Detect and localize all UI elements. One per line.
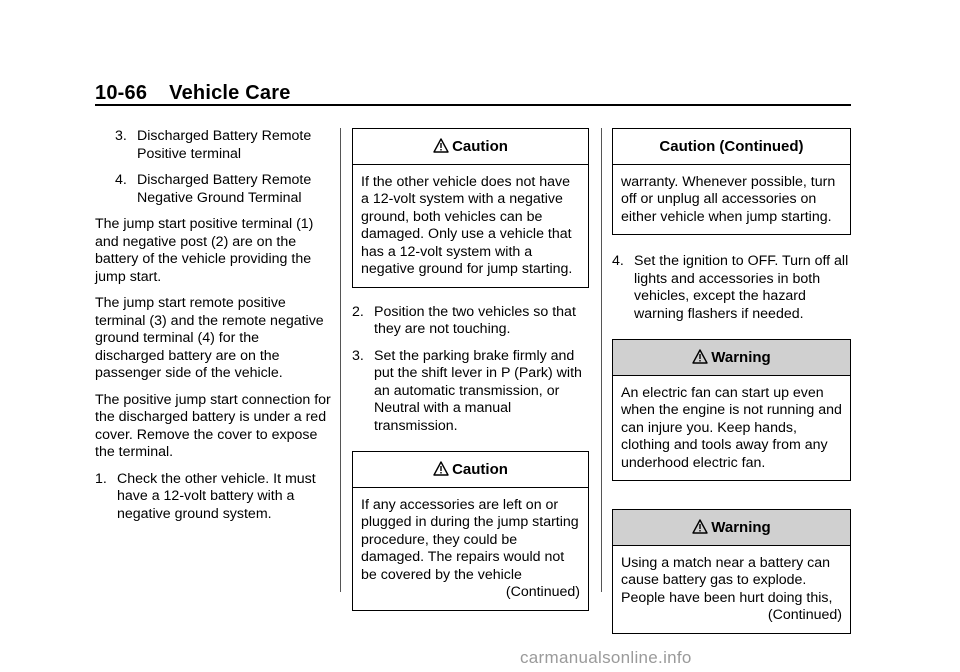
warning-box [612, 339, 851, 481]
list-text: Check the other vehicle. It must have a 12-volt battery with a negative ground system. [117, 470, 316, 522]
list-item [95, 128, 331, 163]
list-text: Set the parking brake firmly and put the shift lever in P (Park) with an automatic transmission, or Neutral with a manual transmission. [374, 347, 582, 434]
caution-continued-title: Caution (Continued) [613, 129, 850, 165]
column-divider-1 [340, 128, 341, 592]
caution-box [352, 128, 589, 288]
caution-text: If any accessories are left on or plugged in during the jump starting procedure, they could be damaged. The repairs would not be covered by the vehicle [361, 496, 579, 583]
warning-title-text: Warning [711, 519, 771, 536]
list-number: 4. [612, 253, 624, 269]
paragraph: The jump start remote positive terminal (3) and the remote negative ground terminal (4) for the discharged battery are on the passenger side of the vehicle. [95, 295, 324, 381]
warning-text: Using a match near a battery can cause battery gas to explode. People have been hurt doing this, [621, 554, 833, 606]
column-divider-2 [601, 128, 602, 592]
warning-body: An electric fan can start up even when the engine is not running and can injure you. Keep hands, clothing and tools away from any underhood electric fan. [621, 384, 842, 471]
caution-body: warranty. Whenever possible, turn off or unplug all accessories on either vehicle when jump starting. [621, 173, 836, 225]
column-1 [95, 128, 331, 532]
warning-body [613, 546, 850, 633]
column-3 [612, 128, 851, 650]
caution-body: If the other vehicle does not have a 12-volt system with a negative ground, both vehicles can be damaged. Only use a vehicle that has a 12-volt system with a negative ground for jump starting. [361, 173, 573, 277]
list-item [612, 253, 851, 323]
warning-title [613, 340, 850, 376]
paragraph: The positive jump start connection for the discharged battery is under a red cover. Remove the cover to expose the terminal. [95, 391, 331, 460]
list-number: 3. [115, 128, 127, 144]
caution-title [353, 452, 588, 488]
caution-title [353, 129, 588, 165]
list-text: Position the two vehicles so that they are not touching. [374, 303, 576, 337]
warning-box [612, 509, 851, 634]
warning-title-text: Warning [711, 349, 771, 366]
column-2 [352, 128, 589, 627]
warning-title [613, 510, 850, 546]
caution-title-text: Caution [452, 138, 508, 155]
caution-continued-box [612, 128, 851, 235]
caution-body [353, 488, 588, 610]
list-number: 2. [352, 303, 364, 320]
page-header [95, 82, 291, 105]
list-item [95, 471, 331, 524]
section-title: Vehicle Care [169, 82, 291, 104]
warning-triangle-icon [692, 349, 708, 364]
caution-title-text: Caution [452, 461, 508, 478]
list-number: 1. [95, 470, 107, 487]
list-item [95, 172, 331, 207]
caution-box [352, 451, 589, 611]
warning-triangle-icon [433, 138, 449, 153]
warning-triangle-icon [692, 519, 708, 534]
paragraph: The jump start positive terminal (1) and negative post (2) are on the battery of the vehicle providing the jump start. [95, 216, 314, 285]
list-text: Discharged Battery Remote Positive terminal [137, 128, 312, 162]
list-item [352, 304, 589, 339]
watermark: carmanualsonline.info [520, 648, 692, 667]
list-number: 3. [352, 347, 364, 364]
continued-label: (Continued) [767, 607, 842, 623]
header-rule [95, 104, 851, 106]
list-item [352, 348, 589, 436]
list-text: Set the ignition to OFF. Turn off all lights and accessories in both vehicles, except the hazard warning flashers if needed. [634, 253, 849, 322]
page-number: 10-66 [95, 82, 148, 104]
list-number: 4. [115, 172, 127, 188]
continued-label: (Continued) [505, 584, 580, 600]
list-text: Discharged Battery Remote Negative Ground Terminal [137, 172, 312, 206]
warning-triangle-icon [433, 461, 449, 476]
